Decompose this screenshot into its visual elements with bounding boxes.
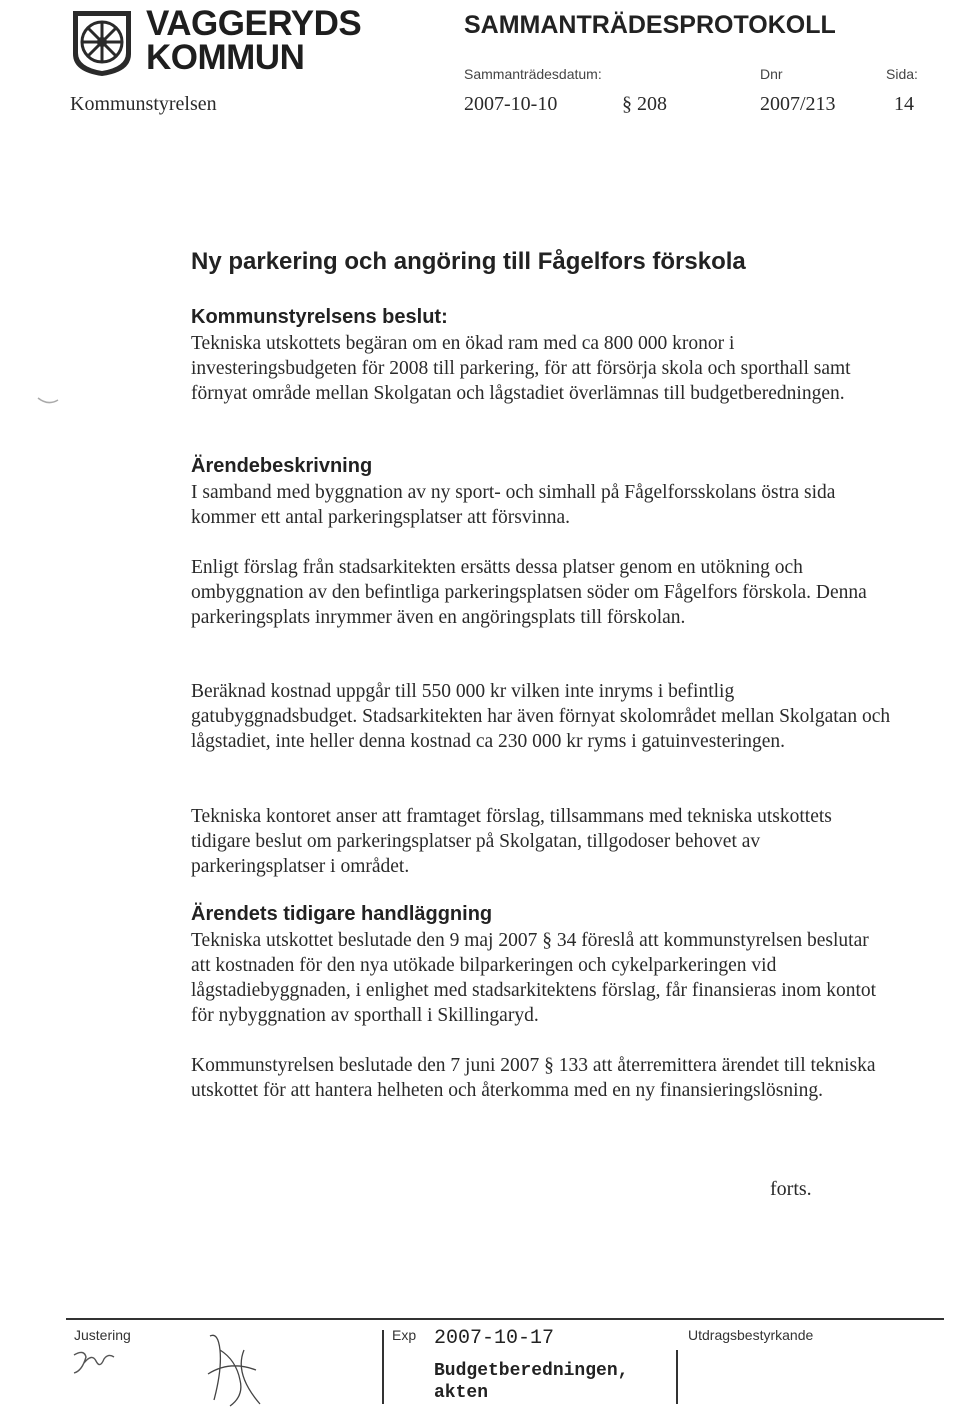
description-paragraph: Tekniska kontoret anser att framtaget förslag, tillsammans med tekniska utskottets tidigare beslut om parkeringsplatser på Skolgatan, tillgodoser behovet av parkeringsplatser i området. (191, 806, 832, 877)
scan-mark (36, 396, 60, 406)
dnr-label: Dnr (760, 66, 783, 82)
committee-name: Kommunstyrelsen (70, 93, 217, 115)
footer-column-divider (676, 1350, 678, 1404)
exp-recipient: Budgetberedningen, (434, 1361, 629, 1381)
signature-scribble (200, 1330, 268, 1410)
decision-text: Tekniska utskottets begäran om en ökad ram med ca 800 000 kronor i investeringsbudgeten för 2008 till parkering, för att försörja skola och sporthall samt förnyat område mellan Skolgatan och lågstadiet överlämnas till budgetberedningen. (191, 333, 851, 404)
footer-divider (66, 1318, 944, 1320)
exp-date: 2007-10-17 (434, 1327, 555, 1350)
history-heading: Ärendets tidigare handläggning (191, 903, 493, 925)
signature-initials (70, 1345, 140, 1381)
exp-recipient: akten (434, 1383, 489, 1403)
organization-name-line2: KOMMUN (146, 38, 305, 77)
page-number: 14 (894, 93, 914, 115)
exp-recipients (434, 1360, 628, 1404)
description-paragraph: I samband med byggnation av ny sport- och simhall på Fågelforsskolans östra sida kommer ett antal parkeringsplatser att försvinna. (191, 482, 836, 528)
exp-label: Exp (392, 1327, 417, 1343)
page-label: Sida: (886, 66, 918, 82)
paragraph-number: § 208 (622, 93, 667, 115)
meeting-date: 2007-10-10 (464, 93, 558, 115)
history-paragraph: Tekniska utskottet beslutade den 9 maj 2007 § 34 föreslå att kommunstyrelsen beslutar att kostnaden för den nya utökade bilparkeringen och cykelparkeringen vid lågstadiebyggnaden, i enlighet med stadsarkitektens förslag, får finansieras inom kontot för nybyggnation av sporthall i Skillingaryd. (191, 930, 877, 1026)
continued-marker: forts. (770, 1178, 812, 1200)
decision-heading: Kommunstyrelsens beslut: (191, 306, 448, 328)
footer-column-divider (382, 1330, 384, 1404)
description-paragraph: Beräknad kostnad uppgår till 550 000 kr vilken inte inryms i befintlig gatubyggnadsbudget. Stadsarkitekten har även förnyat skolområdet mellan Skolgatan och lågstadiet, inte heller denna kostnad ca 230 000 kr ryms i gatuinvesteringen. (191, 681, 891, 752)
municipality-crest-icon (70, 8, 134, 78)
description-heading: Ärendebeskrivning (191, 455, 373, 477)
extract-certification-label: Utdragsbestyrkande (688, 1327, 814, 1343)
dnr-value: 2007/213 (760, 93, 836, 115)
meeting-date-label: Sammanträdesdatum: (464, 66, 602, 82)
justering-label: Justering (74, 1327, 131, 1343)
description-paragraph: Enligt förslag från stadsarkitekten ersätts dessa platser genom en utökning och ombyggnation av den befintliga parkeringsplatsen söder om Fågelfors förskola. Denna parkeringsplats inrymmer även en angöringsplats till förskolan. (191, 557, 867, 628)
history-paragraph: Kommunstyrelsen beslutade den 7 juni 2007 § 133 att återremittera ärendet till tekniska utskottet för att hantera helheten och återkomma med en ny finansieringslösning. (191, 1055, 876, 1101)
document-type-title: SAMMANTRÄDESPROTOKOLL (464, 11, 836, 39)
page-title: Ny parkering och angöring till Fågelfors förskola (191, 248, 746, 275)
organization-name-line1: VAGGERYDS (146, 4, 362, 43)
